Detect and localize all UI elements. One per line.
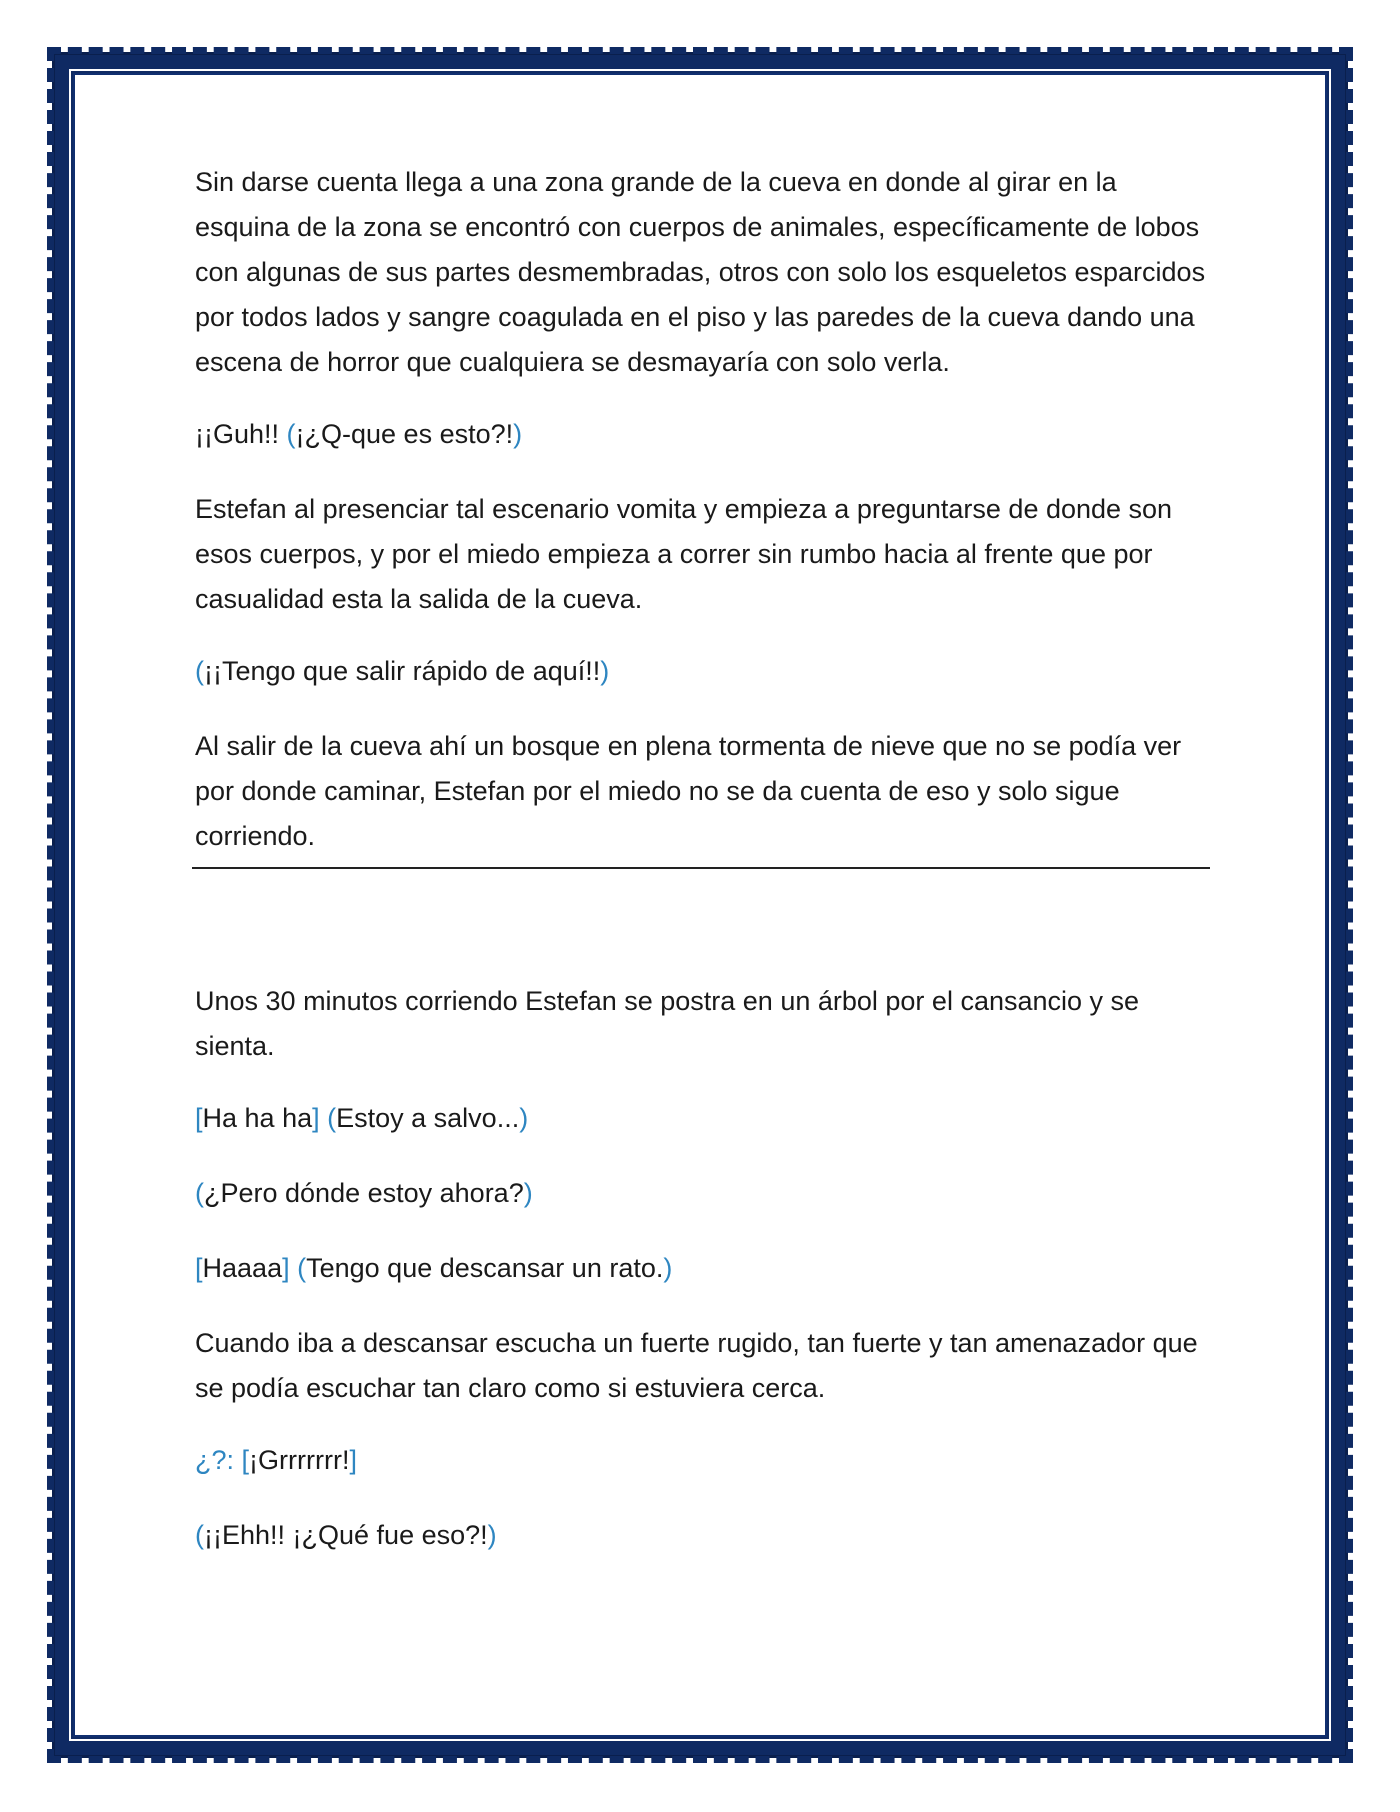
thought-open-paren: ( bbox=[289, 1253, 307, 1283]
section-spacer bbox=[195, 869, 1215, 979]
narration-paragraph: Al salir de la cueva ahí un bosque en plena tormenta de nieve que no se podía ver por donde caminar, Estefan por el miedo no se da cuenta de eso y solo sigue corriendo. bbox=[195, 731, 1182, 851]
dialogue-thought: ¡¡Ehh!! ¡¿Qué fue eso?! bbox=[204, 1520, 488, 1550]
story-text bbox=[195, 160, 1215, 1588]
dialogue-line bbox=[195, 1246, 1215, 1291]
thought-close-paren: ) bbox=[519, 1103, 529, 1133]
narration-paragraph: Sin darse cuenta llega a una zona grande de la cueva en donde al girar en la esquina de la zona se encontró con cuerpos de animales, específicamente de lobos con algunas de sus partes desmembradas, otros con solo los esqueletos esparcidos por todos lados y sangre coagulada en el piso y las paredes de la cueva dando una escena de horror que cualquiera se desmayaría con solo verla. bbox=[195, 167, 1206, 377]
thought-open-paren: ( bbox=[195, 1520, 204, 1550]
dialogue-line bbox=[195, 649, 1215, 694]
narration-paragraph: Estefan al presenciar tal escenario vomita y empieza a preguntarse de donde son esos cuerpos, y por el miedo empieza a correr sin rumbo hacia al frente que por casualidad esta la salida de la cueva. bbox=[195, 494, 1173, 614]
thought-open-paren: ( bbox=[286, 419, 296, 449]
dialogue-thought: Tengo que descansar un rato. bbox=[306, 1253, 664, 1283]
dialogue-thought: ¡¡Tengo que salir rápido de aquí!! bbox=[204, 656, 601, 686]
dialogue-line bbox=[195, 412, 1215, 457]
speech-open-bracket: [ bbox=[234, 1445, 250, 1475]
speech-close-bracket: ] bbox=[312, 1103, 320, 1133]
speech-close-bracket: ] bbox=[282, 1253, 290, 1283]
dialogue-speech: ¡Grrrrrrr! bbox=[249, 1445, 350, 1475]
dialogue-line bbox=[195, 1438, 1215, 1483]
thought-close-paren: ) bbox=[600, 656, 610, 686]
thought-open-paren: ( bbox=[195, 656, 204, 686]
speech-open-bracket: [ bbox=[195, 1253, 203, 1283]
thought-open-paren: ( bbox=[319, 1103, 337, 1133]
dialogue-thought: ¡¿Q-que es esto?! bbox=[295, 419, 514, 449]
dialogue-speech: Haaaa bbox=[202, 1253, 283, 1283]
thought-close-paren: ) bbox=[513, 419, 523, 449]
dialogue-thought: ¿Pero dónde estoy ahora? bbox=[204, 1178, 524, 1208]
thought-open-paren: ( bbox=[195, 1178, 204, 1208]
dialogue-thought: Estoy a salvo... bbox=[336, 1103, 520, 1133]
speech-open-bracket: [ bbox=[195, 1103, 203, 1133]
narration-paragraph: Unos 30 minutos corriendo Estefan se postra en un árbol por el cansancio y se sienta. bbox=[195, 986, 1140, 1061]
thought-close-paren: ) bbox=[487, 1520, 497, 1550]
thought-close-paren: ) bbox=[523, 1178, 533, 1208]
dialogue-line bbox=[195, 1096, 1215, 1141]
speech-close-bracket: ] bbox=[349, 1445, 357, 1475]
dialogue-line bbox=[195, 1171, 1215, 1216]
dialogue-line bbox=[195, 1513, 1215, 1558]
narration-paragraph: Cuando iba a descansar escucha un fuerte rugido, tan fuerte y tan amenazador que se podía escuchar tan claro como si estuviera cerca. bbox=[195, 1328, 1198, 1403]
unknown-speaker: ¿?: bbox=[195, 1445, 235, 1475]
thought-close-paren: ) bbox=[663, 1253, 673, 1283]
dialogue-speech: ¡¡Guh!! bbox=[195, 419, 287, 449]
dialogue-speech: Ha ha ha bbox=[202, 1103, 313, 1133]
